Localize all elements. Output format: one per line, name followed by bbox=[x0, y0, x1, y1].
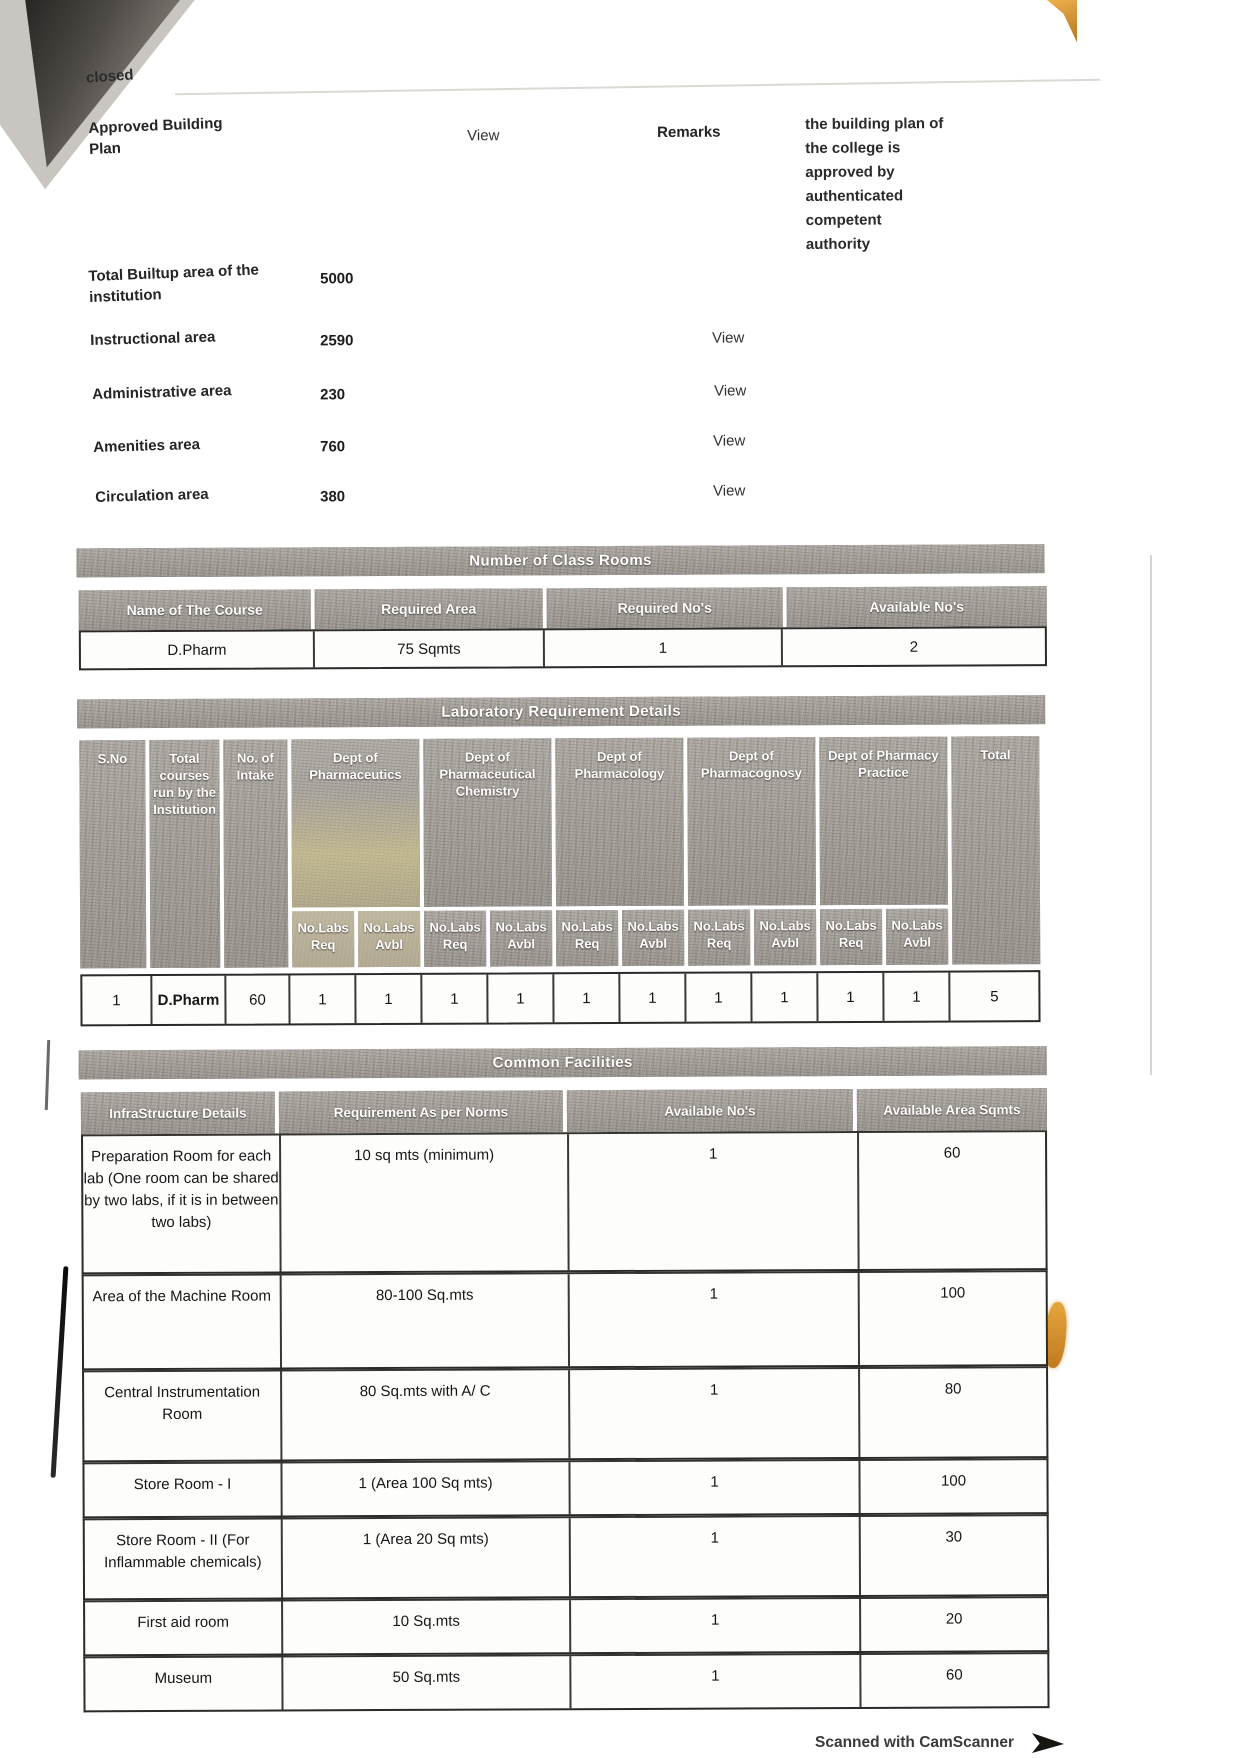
facility-no-cell: 1 bbox=[571, 1655, 861, 1708]
amenities-area-label: Amenities area bbox=[93, 435, 201, 456]
common-facilities-banner bbox=[79, 1046, 1047, 1079]
approved-plan-view-link[interactable]: View bbox=[467, 127, 500, 145]
circulation-area-label: Circulation area bbox=[95, 485, 209, 506]
dept-pharmacology-subheaders bbox=[556, 910, 684, 967]
instructional-area-value: 2590 bbox=[320, 332, 354, 350]
camscanner-credit: Scanned with CamScanner bbox=[815, 1734, 1014, 1751]
dept-pharmacy-practice-column bbox=[819, 737, 948, 966]
labs-cell: 1 bbox=[554, 974, 620, 1022]
subheader-labs-avbl: No.Labs Avbl bbox=[358, 911, 420, 967]
dept-pharmaceutics-column bbox=[291, 739, 420, 968]
labs-cell: 1 bbox=[620, 974, 686, 1022]
header-sno: S.No bbox=[79, 740, 146, 968]
remarks-text: the building plan of the college is approved by authenticated competent authority bbox=[805, 115, 944, 254]
header-available-nos: Available No's bbox=[567, 1089, 853, 1132]
administrative-area-value: 230 bbox=[320, 386, 346, 404]
lab-table-header bbox=[79, 736, 1048, 968]
subheader-labs-avbl: No.Labs Avbl bbox=[754, 909, 816, 965]
lab-requirements-banner bbox=[77, 695, 1045, 728]
facility-area-cell: 20 bbox=[945, 1610, 963, 1628]
subheader-labs-req: No.Labs Req bbox=[556, 910, 618, 966]
facility-row-first-aid bbox=[83, 1596, 1049, 1656]
header-total-courses: Total courses run by the Institution bbox=[149, 740, 220, 968]
facility-detail-cell: Preparation Room for each lab (One room can be shared by two labs, if it is in between two labs) bbox=[83, 1135, 282, 1272]
amenities-area-view-link[interactable]: View bbox=[712, 432, 746, 450]
instructional-area-label: Instructional area bbox=[90, 328, 216, 349]
facility-detail-cell: Central Instrumentation Room bbox=[84, 1371, 282, 1460]
lab-requirements-banner-title: Laboratory Requirement Details bbox=[441, 702, 681, 721]
class-rooms-table-header bbox=[79, 586, 1047, 630]
facility-row-central-instrumentation bbox=[82, 1366, 1048, 1462]
facility-area-cell: 80 bbox=[944, 1380, 962, 1398]
facility-norm-cell: 50 Sq.mts bbox=[283, 1656, 571, 1709]
facility-no-cell: 1 bbox=[569, 1133, 860, 1270]
dept-pharm-chemistry-column bbox=[423, 738, 552, 967]
labs-cell: 1 bbox=[884, 973, 950, 1021]
header-required-area: Required Area bbox=[315, 588, 543, 629]
administrative-area-label: Administrative area bbox=[92, 382, 232, 403]
facility-norm-cell: 10 Sq.mts bbox=[283, 1600, 571, 1653]
common-facilities-banner-title: Common Facilities bbox=[492, 1053, 633, 1072]
facility-norm-cell: 1 (Area 20 Sq mts) bbox=[283, 1518, 571, 1597]
dept-pharmacology-column bbox=[555, 738, 684, 967]
header-dept-pharm-chemistry: Dept of Pharmaceutical Chemistry bbox=[423, 738, 552, 907]
lab-table-row bbox=[80, 970, 1040, 1026]
dept-pharm-chemistry-subheaders bbox=[424, 910, 552, 967]
sno-cell: 1 bbox=[82, 976, 152, 1024]
required-area-cell: 75 Sqmts bbox=[315, 630, 545, 667]
dept-pharmacognosy-column bbox=[687, 737, 816, 966]
facility-no-cell: 1 bbox=[571, 1517, 861, 1596]
facility-area-cell: 30 bbox=[945, 1528, 963, 1546]
facility-area-cell: 100 bbox=[940, 1472, 967, 1490]
labs-cell: 1 bbox=[488, 974, 554, 1022]
header-available-area: Available Area Sqmts bbox=[857, 1088, 1047, 1131]
header-course-name: Name of The Course bbox=[79, 589, 311, 630]
required-nos-cell: 1 bbox=[545, 629, 783, 666]
facility-detail-cell: Store Room - II (For Inflammable chemicals) bbox=[85, 1519, 283, 1598]
circulation-area-view-link[interactable]: View bbox=[712, 482, 746, 500]
dept-pharmacognosy-subheaders bbox=[688, 909, 816, 966]
facility-detail-cell: Museum bbox=[85, 1657, 283, 1710]
labs-cell: 1 bbox=[290, 975, 356, 1023]
common-facilities-header bbox=[81, 1088, 1049, 1134]
enclosed-text: closed bbox=[85, 66, 135, 87]
class-rooms-table bbox=[79, 586, 1047, 670]
facility-row-preparation-room bbox=[81, 1130, 1048, 1274]
header-total: Total bbox=[951, 736, 1040, 964]
header-dept-pharmacy-practice: Dept of Pharmacy Practice bbox=[819, 737, 948, 906]
labs-cell: 1 bbox=[686, 973, 752, 1021]
facility-no-cell: 1 bbox=[571, 1599, 861, 1652]
class-rooms-banner-title: Number of Class Rooms bbox=[469, 551, 652, 570]
remarks-label: Remarks bbox=[657, 123, 721, 142]
facility-detail-cell: Store Room - I bbox=[84, 1463, 282, 1516]
dept-pharmacy-practice-subheaders bbox=[820, 909, 948, 966]
subheader-labs-avbl: No.Labs Avbl bbox=[490, 910, 552, 966]
facility-norm-cell: 10 sq mts (minimum) bbox=[281, 1134, 570, 1271]
amenities-area-value: 760 bbox=[320, 438, 346, 456]
builtup-area-label: Total Builtup area of the institution bbox=[88, 261, 260, 306]
facility-no-cell: 1 bbox=[570, 1461, 860, 1514]
header-dept-pharmacognosy: Dept of Pharmacognosy bbox=[687, 737, 816, 906]
header-infrastructure-details: InfraStructure Details bbox=[81, 1092, 275, 1135]
builtup-area-value: 5000 bbox=[320, 270, 354, 288]
header-intake: No. of Intake bbox=[223, 739, 288, 967]
facility-norm-cell: 1 (Area 100 Sq mts) bbox=[282, 1462, 570, 1515]
facility-no-cell: 1 bbox=[570, 1369, 860, 1458]
facility-norm-cell: 80-100 Sq.mts bbox=[282, 1274, 570, 1367]
available-nos-cell: 2 bbox=[909, 638, 919, 656]
subheader-labs-req: No.Labs Req bbox=[820, 909, 882, 965]
class-rooms-banner bbox=[76, 544, 1044, 577]
facility-detail-cell: First aid room bbox=[85, 1601, 283, 1654]
course-name-cell: D.Pharm bbox=[81, 631, 315, 668]
header-dept-pharmacology: Dept of Pharmacology bbox=[555, 738, 684, 907]
labs-cell: 1 bbox=[356, 975, 422, 1023]
dept-pharmaceutics-subheaders bbox=[292, 911, 420, 968]
header-dept-pharmaceutics: Dept of Pharmaceutics bbox=[291, 739, 420, 908]
facility-row-machine-room bbox=[82, 1270, 1048, 1370]
circulation-area-value: 380 bbox=[320, 488, 346, 506]
intake-cell: 60 bbox=[226, 975, 290, 1023]
lab-requirements-table bbox=[79, 736, 1048, 1026]
subheader-labs-req: No.Labs Req bbox=[688, 909, 750, 965]
administrative-area-view-link[interactable]: View bbox=[714, 382, 747, 400]
subheader-labs-avbl: No.Labs Avbl bbox=[622, 910, 684, 966]
facility-row-store-room-1 bbox=[82, 1458, 1048, 1518]
facility-detail-cell: Area of the Machine Room bbox=[84, 1275, 282, 1368]
header-requirement-norms: Requirement As per Norms bbox=[279, 1090, 563, 1133]
common-facilities-table bbox=[81, 1088, 1052, 1712]
subheader-labs-avbl: No.Labs Avbl bbox=[886, 909, 948, 965]
labs-cell: 1 bbox=[818, 973, 884, 1021]
facility-norm-cell: 80 Sq.mts with A/ C bbox=[282, 1370, 570, 1459]
facility-area-cell: 60 bbox=[946, 1666, 963, 1684]
header-available-nos: Available No's bbox=[787, 586, 1047, 627]
course-cell: D.Pharm bbox=[152, 976, 226, 1024]
facility-area-cell: 100 bbox=[940, 1284, 966, 1302]
instructional-area-view-link[interactable]: View bbox=[712, 329, 745, 347]
facility-row-museum bbox=[83, 1652, 1049, 1712]
header-required-nos: Required No's bbox=[547, 587, 783, 628]
total-labs-cell: 5 bbox=[990, 987, 999, 1005]
facility-row-store-room-2 bbox=[83, 1514, 1049, 1600]
labs-cell: 1 bbox=[422, 975, 488, 1023]
class-rooms-row bbox=[79, 626, 1047, 670]
subheader-labs-req: No.Labs Req bbox=[424, 911, 486, 967]
facility-area-cell: 60 bbox=[943, 1144, 961, 1162]
facility-no-cell: 1 bbox=[570, 1273, 860, 1366]
approved-plan-label: Approved Building Plan bbox=[88, 114, 223, 158]
subheader-labs-req: No.Labs Req bbox=[292, 911, 354, 967]
labs-cell: 1 bbox=[752, 973, 818, 1021]
